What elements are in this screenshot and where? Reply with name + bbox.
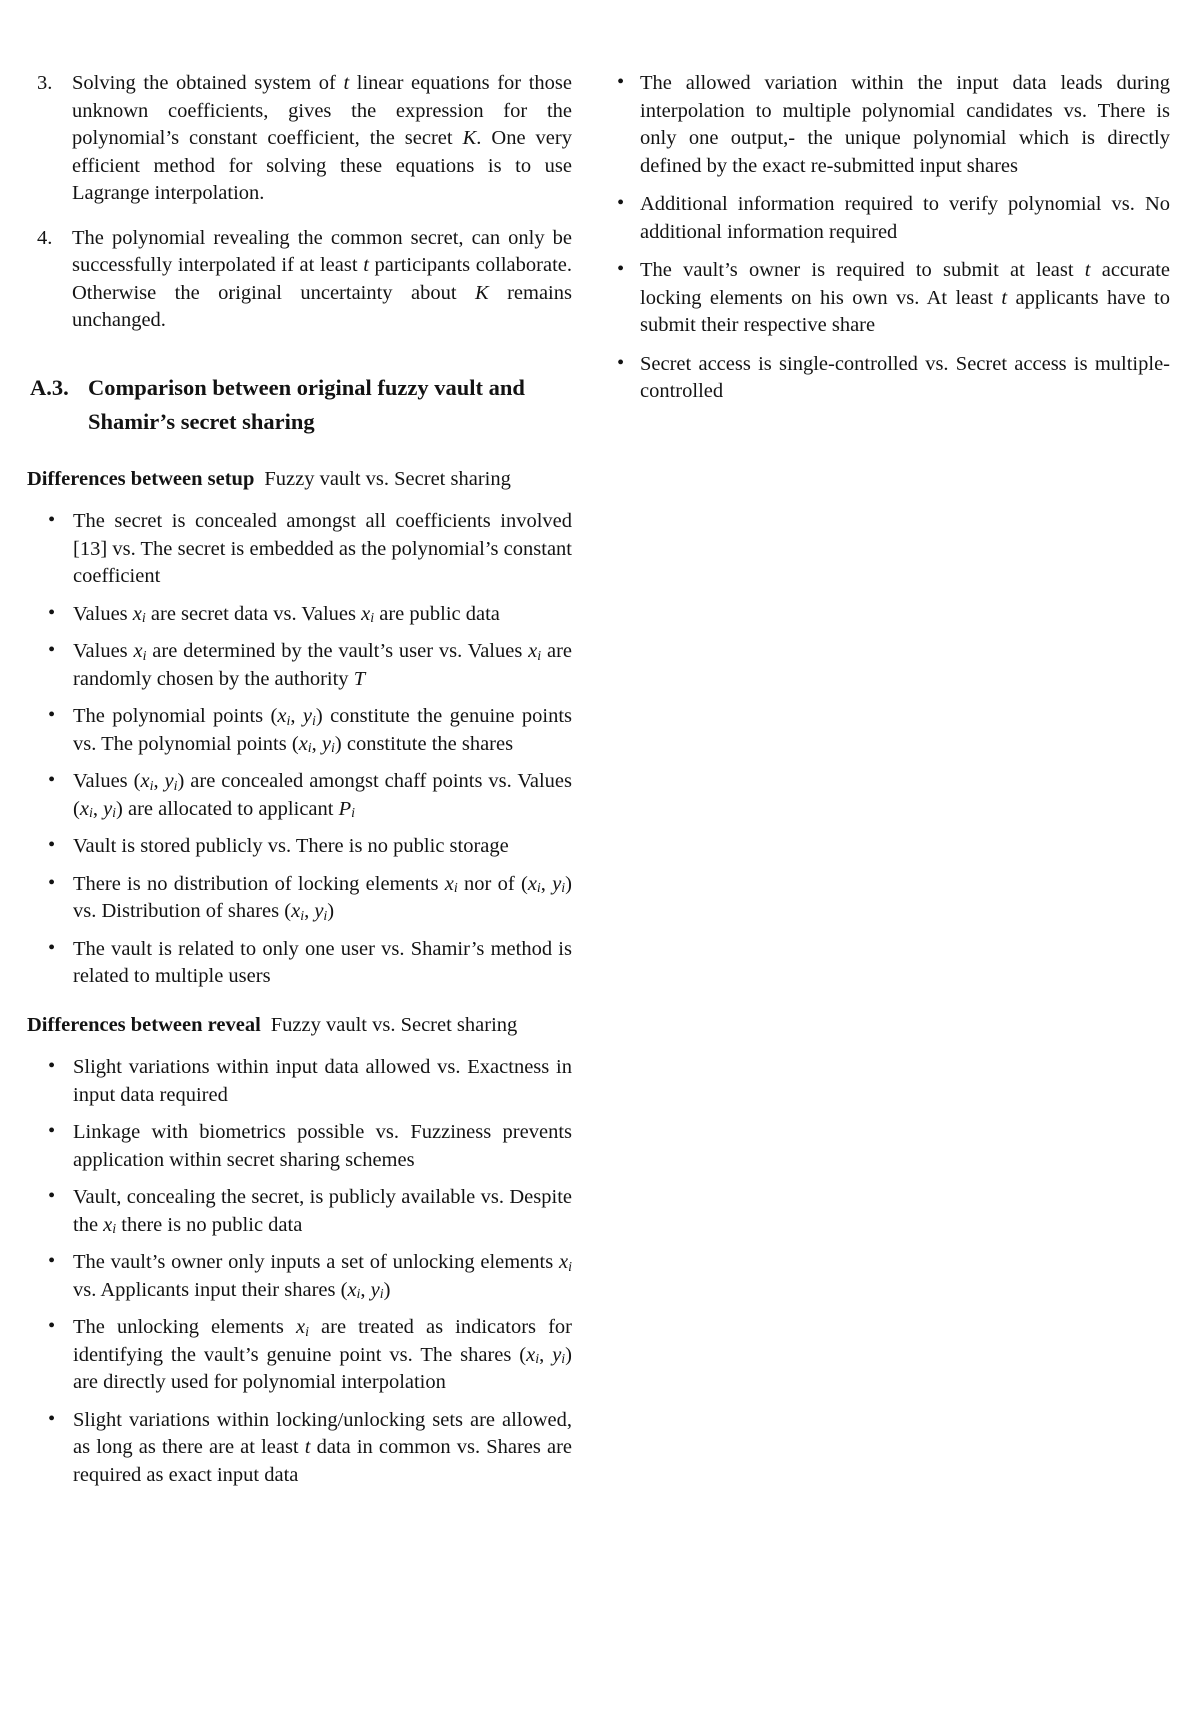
bullet-item <box>27 1119 572 1174</box>
item-number: 3. <box>37 72 53 94</box>
bullet-text: Slight variations within input data allowed vs. Exactness in input data required <box>73 1056 572 1106</box>
bullet-text: The secret is concealed amongst all coefficients involved [13] vs. The secret is embedded as the polynomial’s constant coefficient <box>73 510 572 587</box>
section-number: A.3. <box>30 374 69 400</box>
bullet-text: Values ($x_i$, $y_i$) are concealed amongst chaff points vs. Values ($x_i$, $y_i$) are allocated to applicant $P_i$ <box>73 770 573 821</box>
bullet-item <box>27 1054 572 1109</box>
runin-heading-bold: Differences between setup <box>27 467 255 490</box>
bullet-item <box>27 508 572 591</box>
bullet-icon: • <box>617 192 625 214</box>
bullet-icon: • <box>617 258 625 280</box>
runin-heading-tail: Fuzzy vault vs. Secret sharing <box>264 467 511 490</box>
runin-heading-bold: Differences between reveal <box>27 1013 261 1036</box>
bullet-item <box>27 768 572 823</box>
bullet-icon: • <box>48 601 56 624</box>
bullet-icon: • <box>48 871 56 894</box>
bullet-icon: • <box>48 1185 56 1207</box>
section-heading-a3 <box>27 371 572 439</box>
bullet-icon: • <box>48 704 56 726</box>
item-text: Solving the obtained system of t linear equations for those unknown coefficients, gives the expression for the polynomial’s constant coefficient, the secret K. One very efficient method for solving these equations is to use Lagrange interpolation. <box>72 72 572 204</box>
bullet-icon: • <box>48 639 56 661</box>
runin-heading-tail: Fuzzy vault vs. Secret sharing <box>270 1013 518 1036</box>
bullet-text: Values $x_i$ are secret data vs. Values $x_i$ are public data <box>73 602 500 626</box>
numbered-item-3 <box>27 70 572 208</box>
bullet-icon: • <box>48 1315 56 1337</box>
bullet-text: The allowed variation within the input data leads during interpolation to multiple polynomial candidates vs. There is only one output,- the unique polynomial which is directly defined by the exact re-submitted input shares <box>640 72 1170 177</box>
bullet-item <box>27 1249 572 1304</box>
bullet-text: The vault’s owner only inputs a set of unlocking elements $x_i$ vs. Applicants input their shares ($x_i$, $y_i$) <box>73 1251 572 1302</box>
item-text: The polynomial revealing the common secret, can only be successfully interpolated if at least t participants collaborate. Otherwise the original uncertainty about K remains unchanged. <box>72 226 572 331</box>
numbered-item-4 <box>27 225 572 335</box>
bullet-icon: • <box>48 1055 56 1077</box>
bullet-text: Vault, concealing the secret, is publicly available vs. Despite the $x_i$ there is no public data <box>73 1186 572 1237</box>
bullet-text: There is no distribution of locking elements $x_i$ nor of ($x_i$, $y_i$) vs. Distribution of shares ($x_i$, $y_i$) <box>73 872 572 924</box>
bullet-item <box>27 638 572 693</box>
bullet-item <box>27 936 572 991</box>
bullet-icon: • <box>48 936 56 959</box>
bullet-item <box>27 601 572 629</box>
bullet-icon: • <box>48 769 56 791</box>
bullet-icon: • <box>617 71 625 93</box>
left-column <box>27 70 572 1499</box>
bullet-icon: • <box>48 1120 56 1142</box>
bullet-text: Linkage with biometrics possible vs. Fuzziness prevents application within secret sharing schemes <box>73 1121 572 1171</box>
setup-differences-block <box>27 466 572 991</box>
bullet-item <box>27 703 572 758</box>
bullet-text: The polynomial points ($x_i$, $y_i$) constitute the genuine points vs. The polynomial points ($x_i$, $y_i$) constitute the shares <box>73 705 573 756</box>
bullet-item <box>27 1184 572 1239</box>
bullet-item <box>27 1407 572 1490</box>
bullet-item <box>612 70 1170 180</box>
bullet-item <box>27 871 572 926</box>
bullet-text: Vault is stored publicly vs. There is no public storage <box>73 835 509 857</box>
reveal-runin-heading <box>27 1012 572 1040</box>
bullet-icon: • <box>617 351 625 374</box>
bullet-text: Values $x_i$ are determined by the vault’s user vs. Values $x_i$ are randomly chosen by the authority T <box>73 640 572 690</box>
reveal-differences-block <box>27 1012 572 1490</box>
section-title: Comparison between original fuzzy vault and Shamir’s secret sharing <box>88 374 525 434</box>
bullet-item <box>612 257 1170 340</box>
bullet-item <box>27 833 572 861</box>
bullet-text: The vault’s owner is required to submit at least t accurate locking elements on his own vs. At least t applicants have to submit their respective share <box>640 259 1170 336</box>
bullet-text: Slight variations within locking/unlocking sets are allowed, as long as there are at least t data in common vs. Shares are required as exact input data <box>73 1408 572 1486</box>
setup-runin-heading <box>27 466 572 494</box>
bullet-item <box>612 351 1170 406</box>
bullet-text: The unlocking elements $x_i$ are treated as indicators for identifying the vault’s genuine point vs. The shares ($x_i$, $y_i$) are directly used for polynomial interpolation <box>73 1316 572 1393</box>
bullet-icon: • <box>48 834 56 856</box>
right-column <box>612 70 1170 417</box>
bullet-text: The vault is related to only one user vs. Shamir’s method is related to multiple users <box>73 937 572 987</box>
bullet-icon: • <box>48 1407 56 1430</box>
bullet-item <box>27 1314 572 1397</box>
bullet-icon: • <box>48 509 56 531</box>
bullet-text: Secret access is single-controlled vs. Secret access is multiple-controlled <box>640 352 1170 402</box>
bullet-icon: • <box>48 1250 56 1272</box>
bullet-item <box>612 191 1170 246</box>
item-number: 4. <box>37 226 53 249</box>
bullet-text: Additional information required to verify polynomial vs. No additional information required <box>640 193 1170 243</box>
